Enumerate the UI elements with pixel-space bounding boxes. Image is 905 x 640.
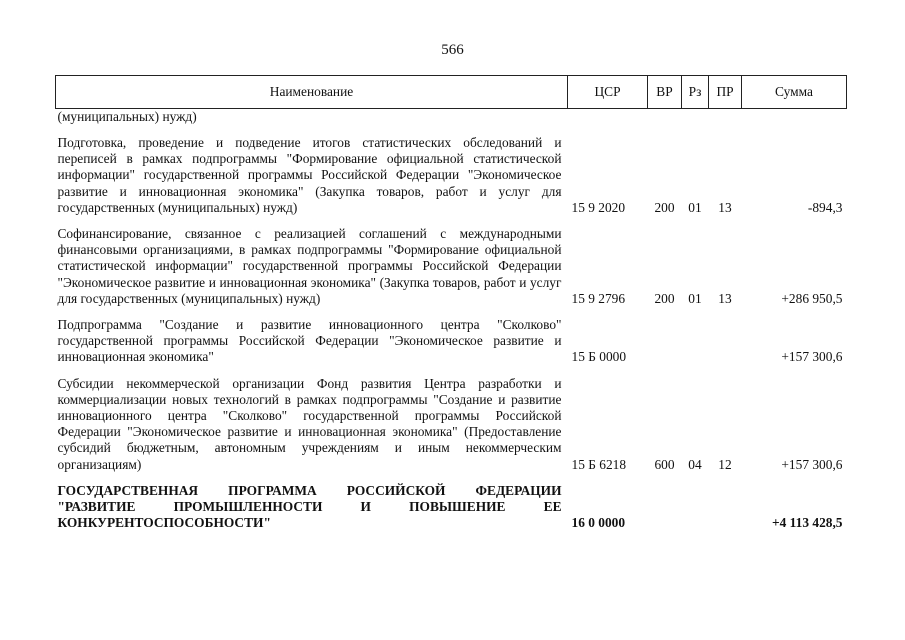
page-number: 566 bbox=[441, 42, 464, 58]
table-row bbox=[56, 109, 847, 126]
row-pr: 13 bbox=[718, 199, 732, 215]
row-vr bbox=[648, 317, 682, 366]
table-body bbox=[56, 109, 847, 532]
row-sum bbox=[742, 109, 847, 126]
row-csr: 16 0 0000 bbox=[571, 515, 626, 531]
row-spacer bbox=[56, 216, 847, 226]
table-row bbox=[56, 135, 847, 216]
row-name: ГОСУДАРСТВЕННАЯ ПРОГРАММА РОССИЙСКОЙ ФЕДЕРАЦИИ "РАЗВИТИЕ ПРОМЫШЛЕННОСТИ И ПОВЫШЕНИЕ ЕЕ КОНКУРЕНТОСПОСОБНОСТИ" bbox=[57, 482, 562, 531]
header-row bbox=[56, 76, 847, 109]
header-pr: ПР bbox=[709, 76, 742, 109]
row-spacer bbox=[56, 125, 847, 135]
row-sum: +4 113 428,5 bbox=[772, 515, 843, 531]
row-csr: 15 9 2796 bbox=[571, 290, 626, 306]
row-name: Субсидии некоммерческой организации Фонд развития Центра разработки и коммерциализации новых технологий в рамках подпрограммы "Создание и развитие инновационного центра "Сколково" государственной программы Российской Федерации "Экономическое развитие и инновационная экономика" (Предоставление субсидий бюджетным, автономным учреждениям и иным некоммерческим организациям) bbox=[57, 375, 562, 472]
header-rz: Рз bbox=[682, 76, 709, 109]
row-vr: 200 bbox=[654, 199, 675, 215]
row-pr: 13 bbox=[718, 290, 732, 306]
row-vr bbox=[648, 483, 682, 532]
row-rz: 01 bbox=[688, 290, 702, 306]
header-name: Наименование bbox=[56, 76, 568, 109]
row-name: Подпрограмма "Создание и развитие инновационного центра "Сколково" государственной программы Российской Федерации "Экономическое развитие и инновационная экономика" bbox=[57, 317, 562, 365]
table-row bbox=[56, 226, 847, 307]
row-pr bbox=[709, 483, 742, 532]
row-sum: +157 300,6 bbox=[781, 349, 843, 365]
row-csr bbox=[568, 109, 648, 126]
row-csr: 15 9 2020 bbox=[571, 199, 626, 215]
row-rz: 01 bbox=[688, 199, 702, 215]
row-name: Софинансирование, связанное с реализацией соглашений с международными финансовыми организациями, в рамках подпрограммы "Формирование официальной статистической информации" государственной программы Российской Федерации "Экономическое развитие и инновационная экономика" (Закупка товаров, работ и услуг для государственных (муниципальных) нужд) bbox=[57, 226, 562, 306]
header-sum: Сумма bbox=[742, 76, 847, 109]
row-name: Подготовка, проведение и подведение итогов статистических обследований и переписей в рамках подпрограммы "Формирование официальной статистической информации" государственной программы Российской Федерации "Экономическое развитие и инновационная экономика" (Закупка товаров, работ и услуг для государственных (муниципальных) нужд) bbox=[57, 135, 562, 215]
row-rz bbox=[682, 483, 709, 532]
table-header bbox=[56, 76, 847, 109]
row-vr: 600 bbox=[654, 456, 675, 472]
header-csr: ЦСР bbox=[568, 76, 648, 109]
row-pr bbox=[709, 109, 742, 126]
header-vr: ВР bbox=[648, 76, 682, 109]
row-rz bbox=[682, 109, 709, 126]
row-pr bbox=[709, 317, 742, 366]
row-name: (муниципальных) нужд) bbox=[57, 109, 197, 124]
table-row bbox=[56, 317, 847, 366]
row-sum: +157 300,6 bbox=[781, 456, 843, 472]
budget-table bbox=[55, 75, 847, 531]
row-sum: +286 950,5 bbox=[781, 290, 843, 306]
row-spacer bbox=[56, 307, 847, 317]
row-sum: -894,3 bbox=[807, 199, 843, 215]
row-vr bbox=[648, 109, 682, 126]
table-row bbox=[56, 376, 847, 473]
row-spacer bbox=[56, 366, 847, 376]
row-spacer bbox=[56, 473, 847, 483]
row-rz bbox=[682, 317, 709, 366]
table-row-program bbox=[56, 483, 847, 532]
row-rz: 04 bbox=[688, 456, 702, 472]
row-csr: 15 Б 0000 bbox=[571, 349, 627, 365]
row-vr: 200 bbox=[654, 290, 675, 306]
row-pr: 12 bbox=[718, 456, 732, 472]
row-csr: 15 Б 6218 bbox=[571, 456, 627, 472]
